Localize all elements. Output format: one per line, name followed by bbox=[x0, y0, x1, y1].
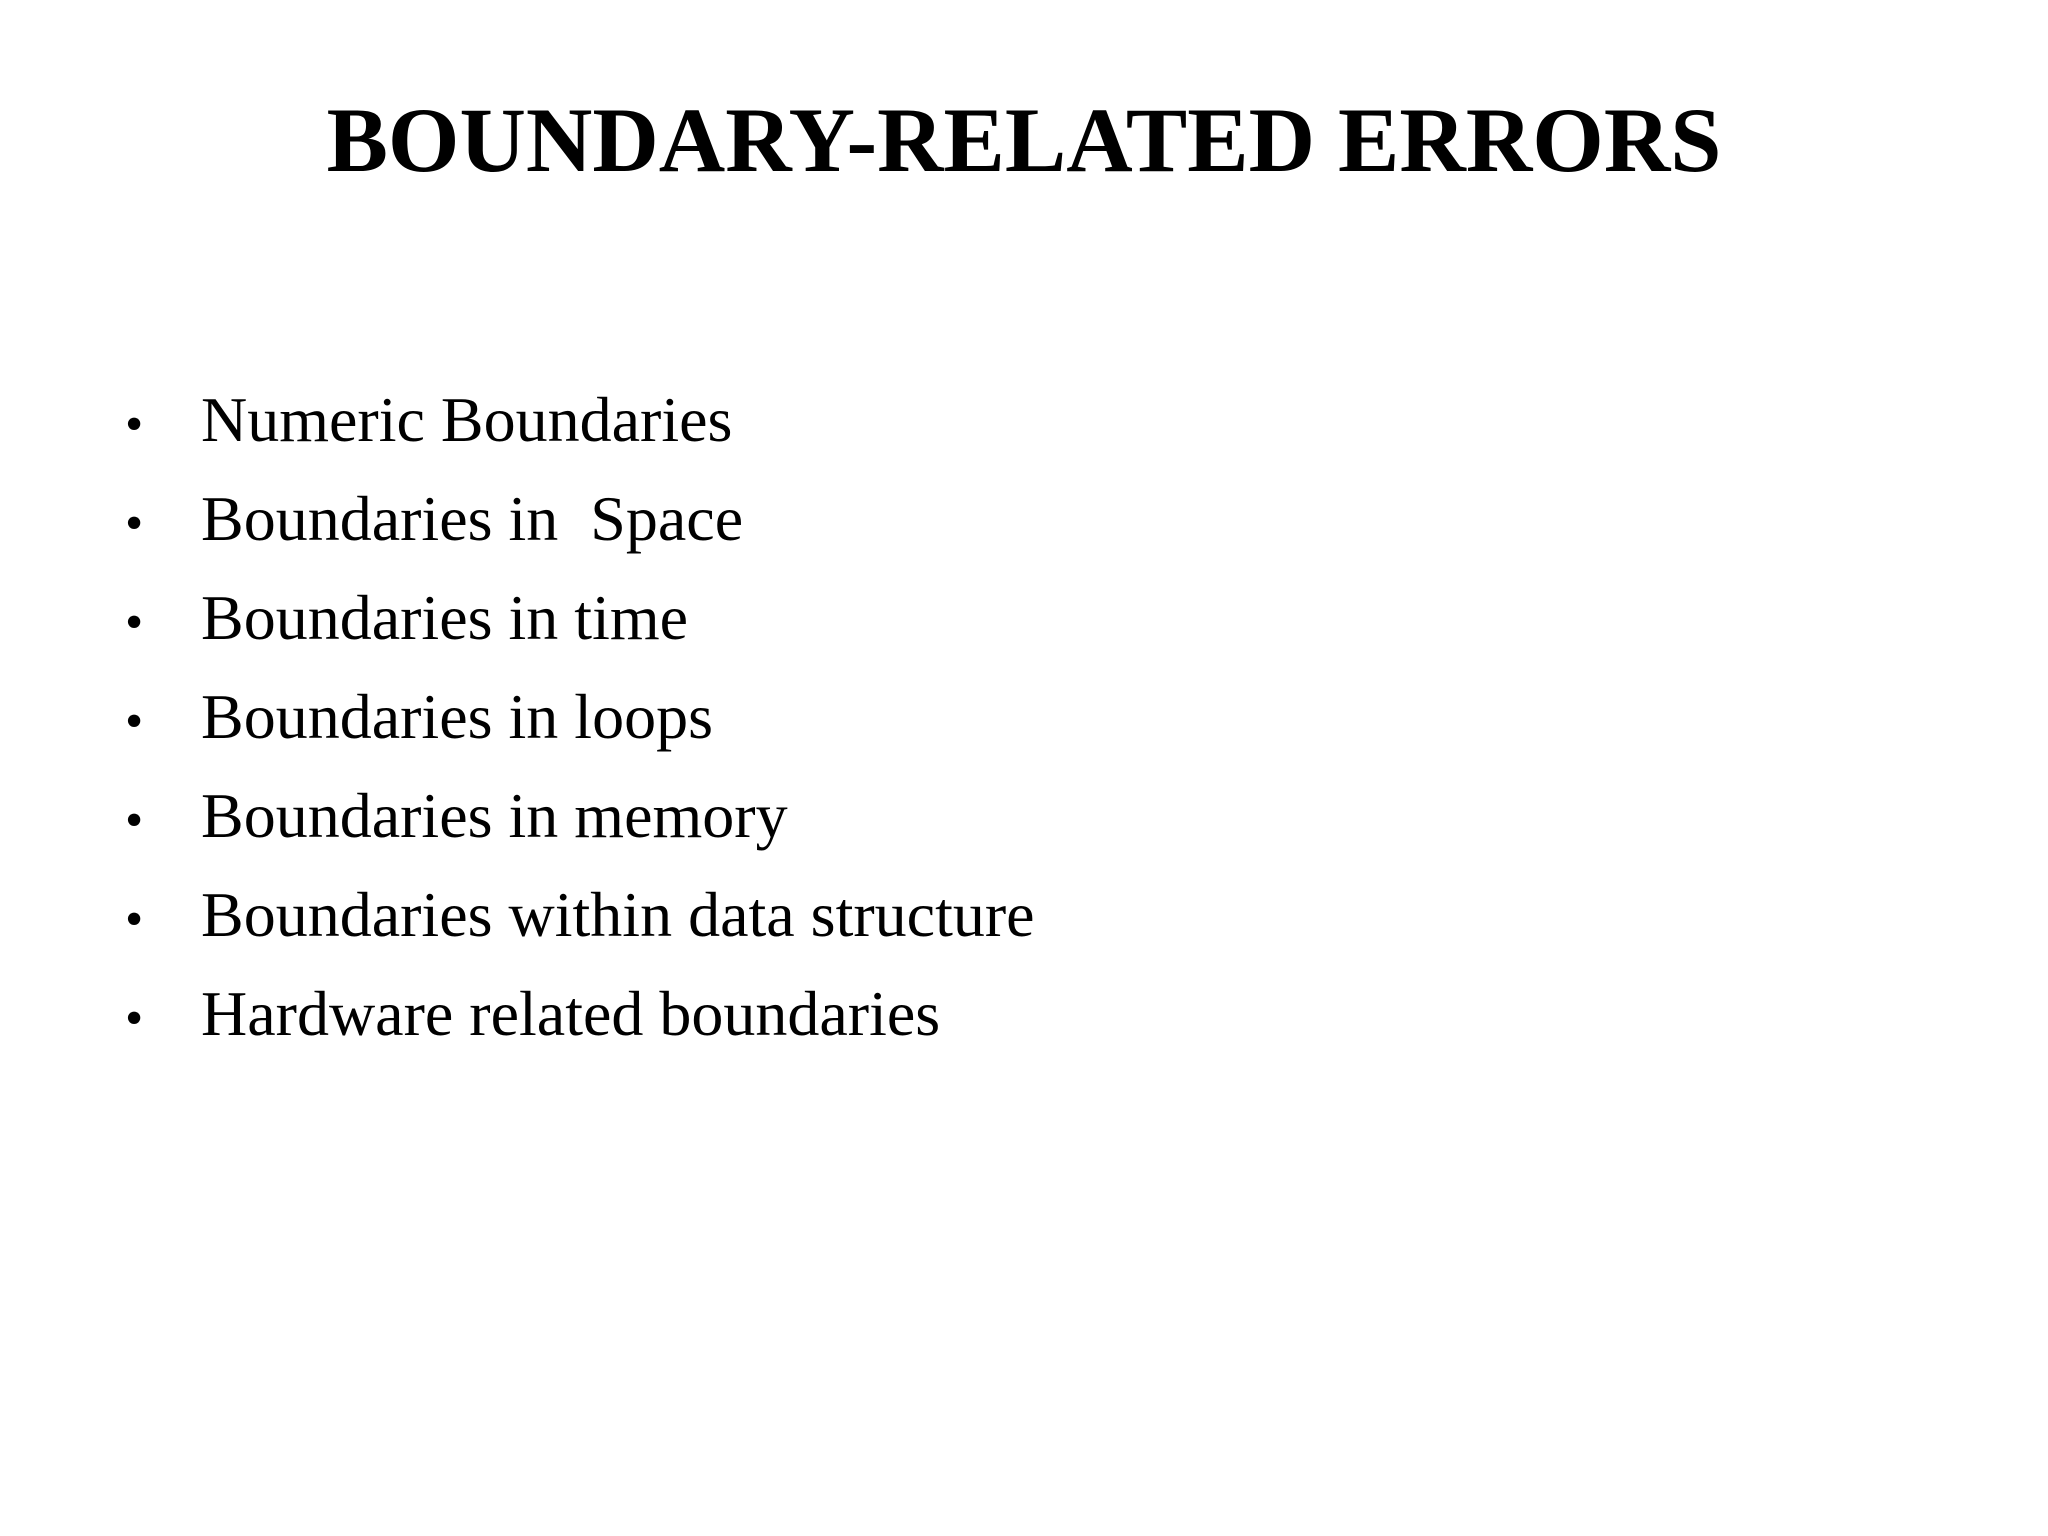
bullet-text: Boundaries in loops bbox=[201, 681, 713, 752]
bullet-dot-icon: • bbox=[125, 594, 144, 651]
slide-title: BOUNDARY-RELATED ERRORS bbox=[326, 89, 1722, 191]
list-item bbox=[0, 568, 1035, 667]
bullet-text: Boundaries within data structure bbox=[201, 879, 1035, 950]
bullet-text: Hardware related boundaries bbox=[201, 978, 941, 1049]
list-item bbox=[0, 667, 1035, 766]
bullet-text: Boundaries in memory bbox=[201, 780, 788, 851]
bullet-text: Boundaries in time bbox=[201, 582, 689, 653]
bullet-dot-icon: • bbox=[125, 891, 144, 948]
list-item bbox=[0, 766, 1035, 865]
bullet-text: Numeric Boundaries bbox=[201, 384, 733, 455]
list-item bbox=[0, 370, 1035, 469]
list-item bbox=[0, 964, 1035, 1063]
bullet-dot-icon: • bbox=[125, 495, 144, 552]
bullet-dot-icon: • bbox=[125, 990, 144, 1047]
bullet-dot-icon: • bbox=[125, 396, 144, 453]
bullet-text: Boundaries in Space bbox=[201, 483, 744, 554]
bullet-dot-icon: • bbox=[125, 693, 144, 750]
list-item bbox=[0, 469, 1035, 568]
bullet-list bbox=[0, 370, 1035, 1063]
list-item bbox=[0, 865, 1035, 964]
bullet-dot-icon: • bbox=[125, 792, 144, 849]
